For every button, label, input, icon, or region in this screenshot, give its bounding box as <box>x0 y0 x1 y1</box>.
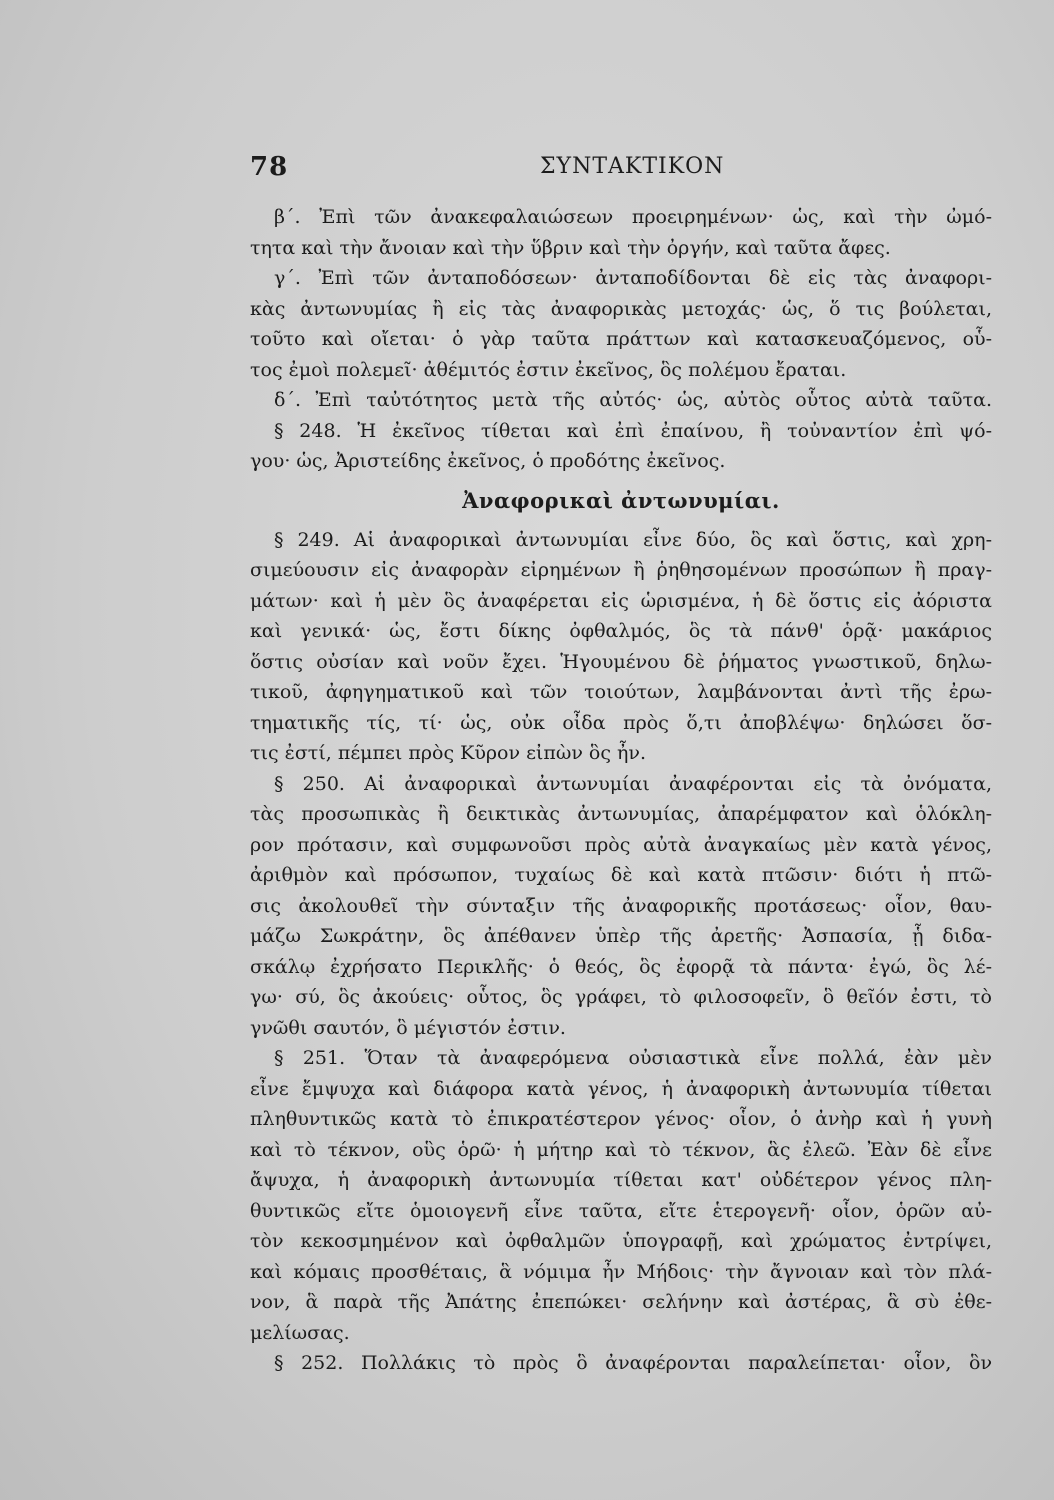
text-line: § 251. Ὅταν τὰ ἀναφερόμενα οὐσιαστικὰ εἶνε πολλά, ἐὰν μὲν <box>274 1047 992 1069</box>
text-line: πληθυντικῶς κατὰ τὸ ἐπικρατέστερον γένος· οἷον, ὁ ἀνὴρ καὶ ἡ γυνὴ <box>250 1108 992 1130</box>
text-line: β΄. Ἐπὶ τῶν ἀνακεφαλαιώσεων προειρημένων· ὡς, καὶ τὴν ὠμό- <box>274 206 992 228</box>
text-line: γου· ὡς, Ἀριστείδης ἐκεῖνος, ὁ προδότης ἐκεῖνος. <box>250 450 726 472</box>
text-line: τηματικῆς τίς, τί· ὡς, οὐκ οἶδα πρὸς ὅ,τι ἀποβλέψω· δηλώσει ὅσ- <box>250 711 992 734</box>
text-line: ρον πρότασιν, καὶ συμφωνοῦσι πρὸς αὐτὰ ἀναγκαίως μὲν κατὰ γένος, <box>250 833 992 856</box>
text-line: τὰς προσωπικὰς ἢ δεικτικὰς ἀντωνυμίας, ἀπαρέμφατον καὶ ὁλόκλη- <box>250 803 992 825</box>
text-line: καὶ τὸ τέκνον, οὓς ὁρῶ· ἡ μήτηρ καὶ τὸ τέκνον, ἃς ἐλεῶ. Ἐὰν δὲ εἶνε <box>250 1138 992 1161</box>
text-line: σις ἀκολουθεῖ τὴν σύνταξιν τῆς ἀναφορικῆς προτάσεως· οἷον, θαυ- <box>250 894 992 917</box>
text-line: § 250. Αἱ ἀναφορικαὶ ἀντωνυμίαι ἀναφέρονται εἰς τὰ ὀνόματα, <box>274 772 992 795</box>
text-line: τις ἐστί, πέμπει πρὸς Κῦρον εἰπὼν ὃς ἦν. <box>250 742 647 764</box>
text-line: εἶνε ἔμψυχα καὶ διάφορα κατὰ γένος, ἡ ἀναφορικὴ ἀντωνυμία τίθεται <box>250 1077 992 1100</box>
text-line: ἄψυχα, ἡ ἀναφορικὴ ἀντωνυμία τίθεται κατ' οὐδέτερον γένος πλη- <box>250 1169 992 1191</box>
text-line: τοῦτο καὶ οἴεται· ὁ γὰρ ταῦτα πράττων καὶ κατασκευαζόμενος, οὗ- <box>250 328 992 350</box>
text-line: § 252. Πολλάκις τὸ πρὸς ὃ ἀναφέρονται παραλείπεται· οἷον, ὃν <box>274 1352 992 1374</box>
text-line: § 249. Αἱ ἀναφορικαὶ ἀντωνυμίαι εἶνε δύο, ὃς καὶ ὅστις, καὶ χρη- <box>274 528 992 551</box>
text-line: τητα καὶ τὴν ἄνοιαν καὶ τὴν ὕβριν καὶ τὴν ὀργήν, καὶ ταῦτα ἄφες. <box>250 236 891 259</box>
text-line: ὅστις οὐσίαν καὶ νοῦν ἔχει. Ἡγουμένου δὲ ῥήματος γνωστικοῦ, δηλω- <box>250 650 992 673</box>
text-line: μάτων· καὶ ἡ μὲν ὃς ἀναφέρεται εἰς ὡρισμένα, ἡ δὲ ὅστις εἰς ἀόριστα <box>250 589 992 612</box>
text-line: κὰς ἀντωνυμίας ἢ εἰς τὰς ἀναφορικὰς μετοχάς· ὡς, ὅ τις βούλεται, <box>250 297 992 320</box>
text-line: θυντικῶς εἴτε ὁμοιογενῆ εἶνε ταῦτα, εἴτε ἑτερογενῆ· οἷον, ὁρῶν αὐ- <box>250 1199 992 1222</box>
running-head: ΣΥΝΤΑΚΤΙΚΟΝ <box>540 154 725 179</box>
text-line: καὶ γενικά· ὡς, ἔστι δίκης ὀφθαλμός, ὃς τὰ πάνθ' ὁρᾷ· μακάριος <box>250 620 992 642</box>
text-line: τος ἐμοὶ πολεμεῖ· ἀθέμιτός ἐστιν ἐκεῖνος, ὃς πολέμου ἔραται. <box>250 358 847 381</box>
text-line: καὶ κόμαις προσθέταις, ἃ νόμιμα ἦν Μήδοις· τὴν ἄγνοιαν καὶ τὸν πλά- <box>250 1260 992 1283</box>
text-line: μάζω Σωκράτην, ὃς ἀπέθανεν ὑπὲρ τῆς ἀρετῆς· Ἀσπασία, ᾗ διδα- <box>250 925 992 947</box>
page-number: 78 <box>250 152 289 182</box>
text-line: μελίωσας. <box>250 1321 350 1344</box>
page-header <box>250 152 990 192</box>
text-line: δ΄. Ἐπὶ ταὐτότητος μετὰ τῆς αὐτός· ὡς, αὐτὸς οὗτος αὐτὰ ταῦτα. <box>274 389 992 411</box>
text-line: σιμεύουσιν εἰς ἀναφορὰν εἰρημένων ἢ ῥηθησομένων προσώπων ἢ πραγ- <box>250 559 992 581</box>
text-line: τὸν κεκοσμημένον καὶ ὀφθαλμῶν ὑπογραφῇ, καὶ χρώματος ἐντρίψει, <box>250 1230 992 1252</box>
text-line: γ΄. Ἐπὶ τῶν ἀνταποδόσεων· ἀνταποδίδονται δὲ εἰς τὰς ἀναφορι- <box>274 267 992 289</box>
text-line: § 248. Ἡ ἐκεῖνος τίθεται καὶ ἐπὶ ἐπαίνου, ἢ τοὐναντίον ἐπὶ ψό- <box>274 419 992 442</box>
text-line: σκάλῳ ἐχρήσατο Περικλῆς· ὁ θεός, ὃς ἐφορᾷ τὰ πάντα· ἐγώ, ὃς λέ- <box>250 955 992 978</box>
text-line: γνῶθι σαυτόν, ὃ μέγιστόν ἐστιν. <box>250 1016 566 1039</box>
text-line: νον, ἃ παρὰ τῆς Ἀπάτης ἐπεπώκει· σελήνην καὶ ἀστέρας, ἃ σὺ ἐθε- <box>250 1291 992 1313</box>
section-heading: Ἀναφορικαὶ ἀντωνυμίαι. <box>462 487 780 513</box>
text-line: τικοῦ, ἀφηγηματικοῦ καὶ τῶν τοιούτων, λαμβάνονται ἀντὶ τῆς ἐρω- <box>250 681 992 703</box>
text-line: γω· σύ, ὃς ἀκούεις· οὗτος, ὃς γράφει, τὸ φιλοσοφεῖν, ὃ θεῖόν ἐστι, τὸ <box>250 986 992 1008</box>
text-line: ἀριθμὸν καὶ πρόσωπον, τυχαίως δὲ καὶ κατὰ πτῶσιν· διότι ἡ πτῶ- <box>250 864 992 886</box>
body-text <box>250 202 992 1379</box>
